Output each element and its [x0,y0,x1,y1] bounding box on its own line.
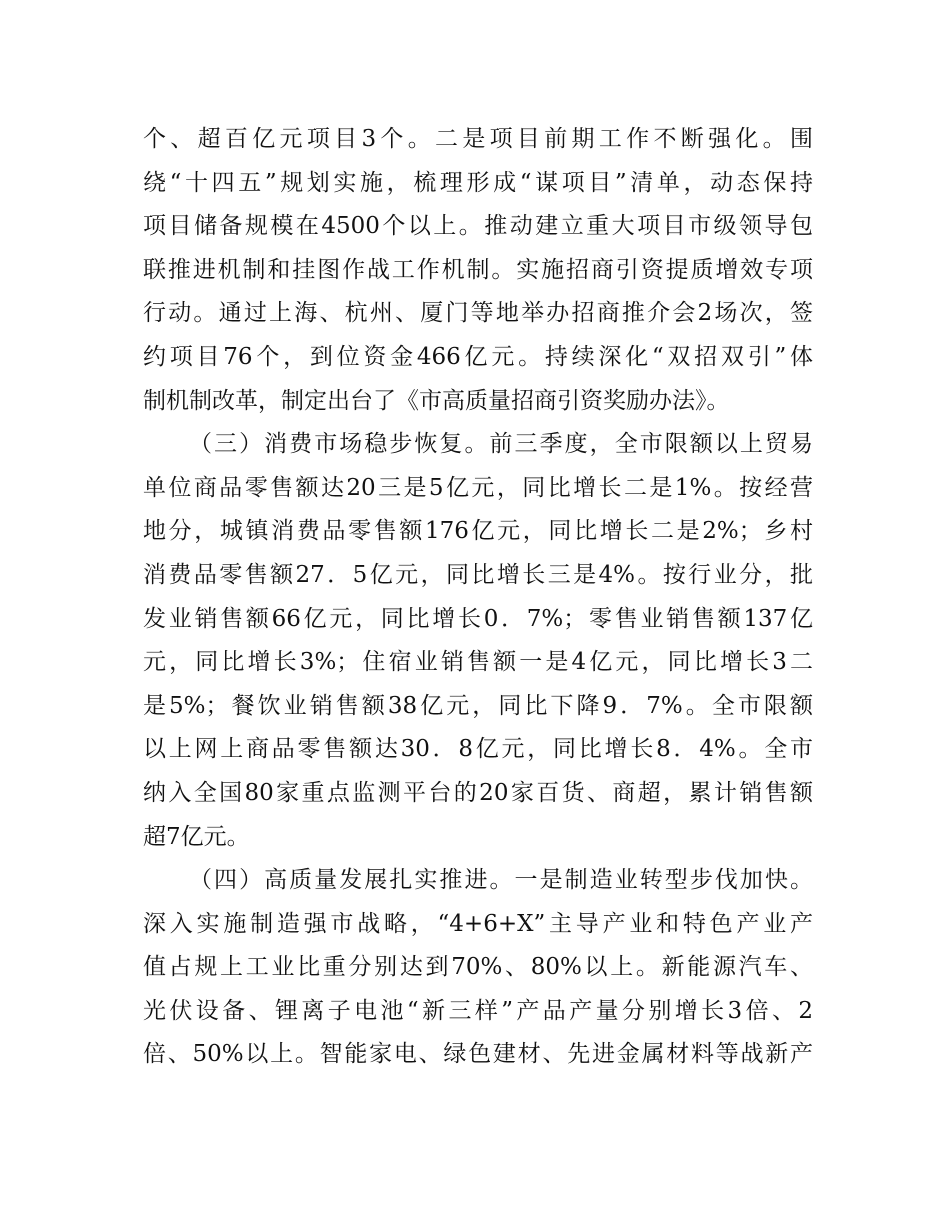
text-line: 深入实施制造强市战略，“4+6+X”主导产业和特色产业产 [143,910,813,937]
text-line: 光伏设备、锂离子电池“新三样”产品产量分别增长3倍、2 [143,997,813,1024]
text-line: 联推进机制和挂图作战工作机制。实施招商引资提质增效专项 [143,256,813,283]
text-line: 地分，城镇消费品零售额176亿元，同比增长二是2%；乡村 [143,518,813,545]
text-line: （三）消费市场稳步恢复。前三季度，全市限额以上贸易 [189,431,813,458]
paragraph-high-quality-development [143,859,813,1077]
text-line: 单位商品零售额达20三是5亿元，同比增长二是1%。按经营 [143,474,813,501]
body-text [143,118,813,1077]
text-line: 项目储备规模在4500个以上。推动建立重大项目市级领导包 [143,213,813,240]
paragraph-consumer-market [143,423,813,859]
text-line: 超7亿元。 [143,823,250,850]
text-line: 制机制改革，制定出台了《市高质量招商引资奖励办法》。 [143,387,730,414]
text-line: 绕“十四五”规划实施，梳理形成“谋项目”清单，动态保持 [143,169,813,196]
text-line: 纳入全国80家重点监测平台的20家百货、商超，累计销售额 [143,779,813,806]
text-line: 是5%；餐饮业销售额38亿元，同比下降9．7%。全市限额 [143,692,813,719]
text-line: （四）高质量发展扎实推进。一是制造业转型步伐加快。 [189,867,813,894]
text-line: 以上网上商品零售额达30．8亿元，同比增长8．4%。全市 [143,736,813,763]
text-line: 倍、50%以上。智能家电、绿色建材、先进金属材料等战新产 [143,1041,813,1068]
paragraph-investment [143,118,813,423]
text-line: 值占规上工业比重分别达到70%、80%以上。新能源汽车、 [143,954,813,981]
text-line: 约项目76个，到位资金466亿元。持续深化“双招双引”体 [143,343,813,370]
text-line: 行动。通过上海、杭州、厦门等地举办招商推介会2场次，签 [143,300,813,327]
text-line: 消费品零售额27．5亿元，同比增长三是4%。按行业分，批 [143,561,813,588]
text-line: 个、超百亿元项目3个。二是项目前期工作不断强化。围 [143,126,813,152]
text-line: 元，同比增长3%；住宿业销售额一是4亿元，同比增长3二 [143,649,813,676]
text-line: 发业销售额66亿元，同比增长0．7%；零售业销售额137亿 [143,605,813,632]
